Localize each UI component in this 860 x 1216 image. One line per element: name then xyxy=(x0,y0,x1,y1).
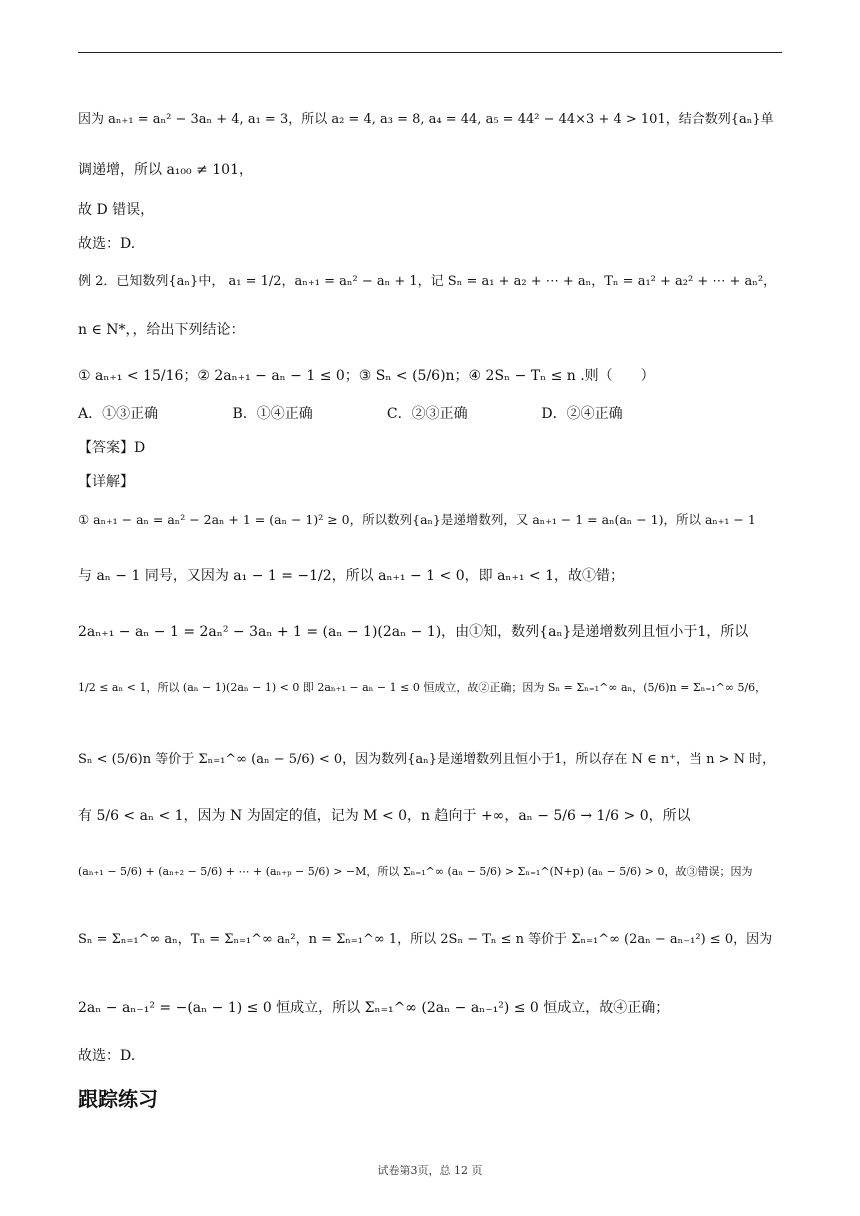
example-2-label: 例 2．已知数列{aₙ}中， xyxy=(78,274,225,289)
section-heading: 跟踪练习 xyxy=(78,1087,158,1111)
option-d: D．②④正确 xyxy=(541,406,623,422)
detail-heading: 【详解】 xyxy=(78,474,134,490)
text-line-4: 故选：D. xyxy=(78,236,136,252)
text-line-10: ① aₙ₊₁ − aₙ = aₙ² − 2aₙ + 1 = (aₙ − 1)² ≥ 0，所以数列{aₙ}是递增数列，又 aₙ₊₁ − 1 = aₙ(aₙ − 1)，所以 aₙ₊₁ − 1 xyxy=(78,512,756,527)
text-line-16: (aₙ₊₁ − 5/6) + (aₙ₊₂ − 5/6) + ⋯ + (aₙ₊ₚ − 5/6) > −M，所以 Σₙ₌₁^∞ (aₙ − 5/6) > Σₙ₌₁^(N+p) (aₙ − 5/6) > 0，故③错误；因为 xyxy=(78,865,753,878)
text-line-14: Sₙ < (5/6)n 等价于 Σₙ₌₁^∞ (aₙ − 5/6) < 0，因为数列{aₙ}是递增数列且恒小于1，所以存在 N ∈ n⁺，当 n > N 时， xyxy=(78,752,776,767)
text-line-6: n ∈ N*，，给出下列结论： xyxy=(78,322,245,338)
text-line-17: Sₙ = Σₙ₌₁^∞ aₙ，Tₙ = Σₙ₌₁^∞ aₙ²，n = Σₙ₌₁^∞ 1，所以 2Sₙ − Tₙ ≤ n 等价于 Σₙ₌₁^∞ (2aₙ − aₙ₋₁²) ≤ 0，因为 xyxy=(78,932,773,947)
header-rule xyxy=(78,52,782,53)
text-line-3: 故 D 错误， xyxy=(78,202,155,218)
answer-options xyxy=(78,404,691,424)
page-footer: 试卷第3页，总 12 页 xyxy=(377,1164,483,1177)
text-line-2: 调递增，所以 a₁₀₀ ≠ 101， xyxy=(78,162,253,178)
text-line-1: 因为 aₙ₊₁ = aₙ² − 3aₙ + 4, a₁ = 3，所以 a₂ = 4, a₃ = 8, a₄ = 44, a₅ = 44² − 44×3 + 4 > 101，结合数列{aₙ}单 xyxy=(78,112,774,127)
conclusions-line: ① aₙ₊₁ < 15/16；② 2aₙ₊₁ − aₙ − 1 ≤ 0；③ Sₙ < (5/6)n；④ 2Sₙ − Tₙ ≤ n .则（ ） xyxy=(78,368,655,384)
text-line-12: 2aₙ₊₁ − aₙ − 1 = 2aₙ² − 3aₙ + 1 = (aₙ − 1)(2aₙ − 1)，由①知，数列{aₙ}是递增数列且恒小于1，所以 xyxy=(78,624,749,640)
text-line-15: 有 5/6 < aₙ < 1，因为 N 为固定的值，记为 M < 0，n 趋向于 +∞，aₙ − 5/6 → 1/6 > 0，所以 xyxy=(78,808,691,824)
option-c: C．②③正确 xyxy=(386,406,468,422)
text-line-11: 与 aₙ − 1 同号，又因为 a₁ − 1 = −1/2，所以 aₙ₊₁ − 1 < 0，即 aₙ₊₁ < 1，故①错； xyxy=(78,568,625,584)
answer-line: 【答案】D xyxy=(78,440,146,456)
option-b: B．①④正确 xyxy=(232,406,313,422)
example-2-intro xyxy=(78,272,776,292)
text-line-18: 2aₙ − aₙ₋₁² = −(aₙ − 1) ≤ 0 恒成立，所以 Σₙ₌₁^∞ (2aₙ − aₙ₋₁²) ≤ 0 恒成立，故④正确； xyxy=(78,1000,670,1016)
text-line-19: 故选：D. xyxy=(78,1048,136,1064)
example-2-conditions: a₁ = 1/2，aₙ₊₁ = aₙ² − aₙ + 1，记 Sₙ = a₁ + a₂ + ⋯ + aₙ，Tₙ = a₁² + a₂² + ⋯ + aₙ²， xyxy=(228,274,777,289)
text-line-13: 1/2 ≤ aₙ < 1，所以 (aₙ − 1)(2aₙ − 1) < 0 即 2aₙ₊₁ − aₙ − 1 ≤ 0 恒成立，故②正确；因为 Sₙ = Σₙ₌₁^∞ aₙ，(5/6)n = Σₙ₌₁^∞ 5/6， xyxy=(78,681,767,694)
option-a: A．①③正确 xyxy=(78,406,159,422)
